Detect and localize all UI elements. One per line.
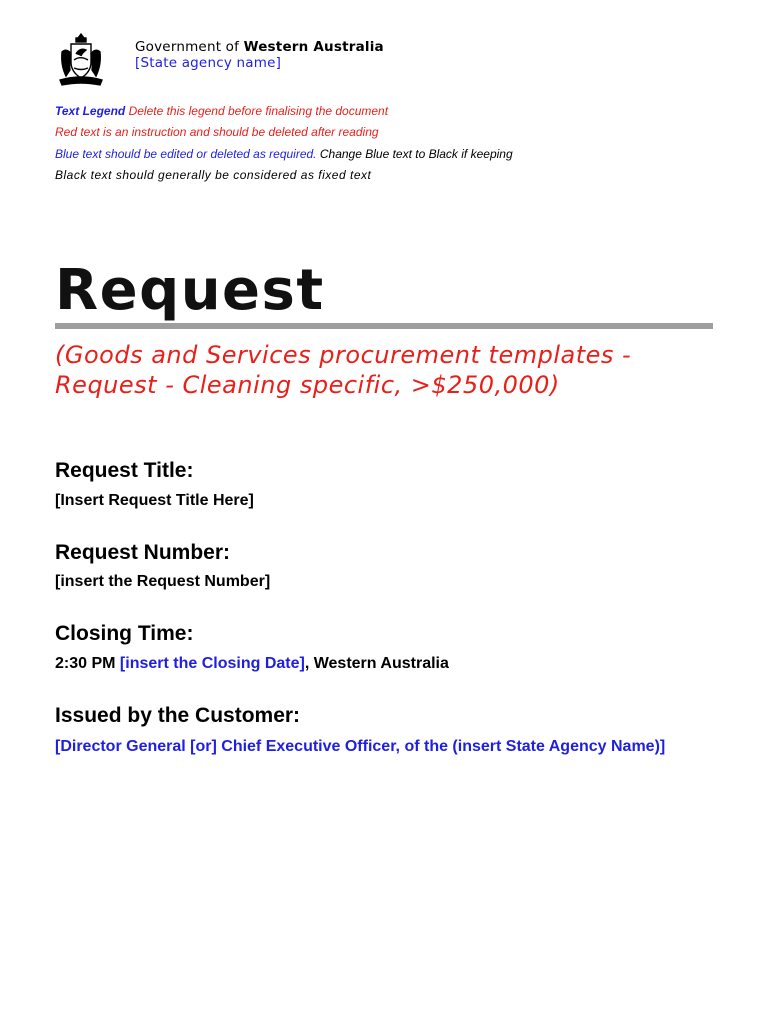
legend-line-4: Black text should generally be considered as fixed text [55, 168, 372, 182]
request-number-value: [insert the Request Number] [55, 573, 271, 590]
legend-instruction: Delete this legend before finalising the document [125, 104, 389, 118]
document-title: Request [55, 258, 325, 323]
issued-by-heading: Issued by the Customer: [55, 704, 301, 727]
closing-time: 2:30 PM [55, 655, 120, 672]
legend-line-2: Red text is an instruction and should be deleted after reading [55, 125, 379, 139]
closing-location: , Western Australia [304, 655, 449, 672]
request-title-value: [Insert Request Title Here] [55, 492, 254, 509]
issued-by-value: [Director General [or] Chief Executive Officer, of the (insert State Agency Name)] [55, 738, 666, 755]
government-line [135, 39, 384, 55]
legend-label: Text Legend [55, 104, 126, 118]
legend-black-text: Change Blue text to Black if keeping [316, 147, 513, 161]
agency-name: [State agency name] [135, 55, 282, 71]
legend-blue-text: Blue text should be edited or deleted as required. [55, 147, 317, 161]
closing-time-heading: Closing Time: [55, 622, 194, 645]
gov-state: Western Australia [243, 39, 384, 55]
request-number-heading: Request Number: [55, 541, 231, 564]
document-subtitle: (Goods and Services procurement templates - Request - Cleaning specific, >$250,000) [55, 341, 632, 399]
title-divider [55, 323, 713, 329]
wa-coat-of-arms-logo [58, 32, 104, 88]
closing-time-value [55, 655, 449, 673]
legend-line-1 [55, 104, 388, 118]
request-title-heading: Request Title: [55, 459, 194, 482]
closing-date-placeholder: [insert the Closing Date] [119, 655, 305, 672]
legend-line-3 [55, 147, 513, 161]
gov-prefix: Government of [135, 39, 244, 55]
